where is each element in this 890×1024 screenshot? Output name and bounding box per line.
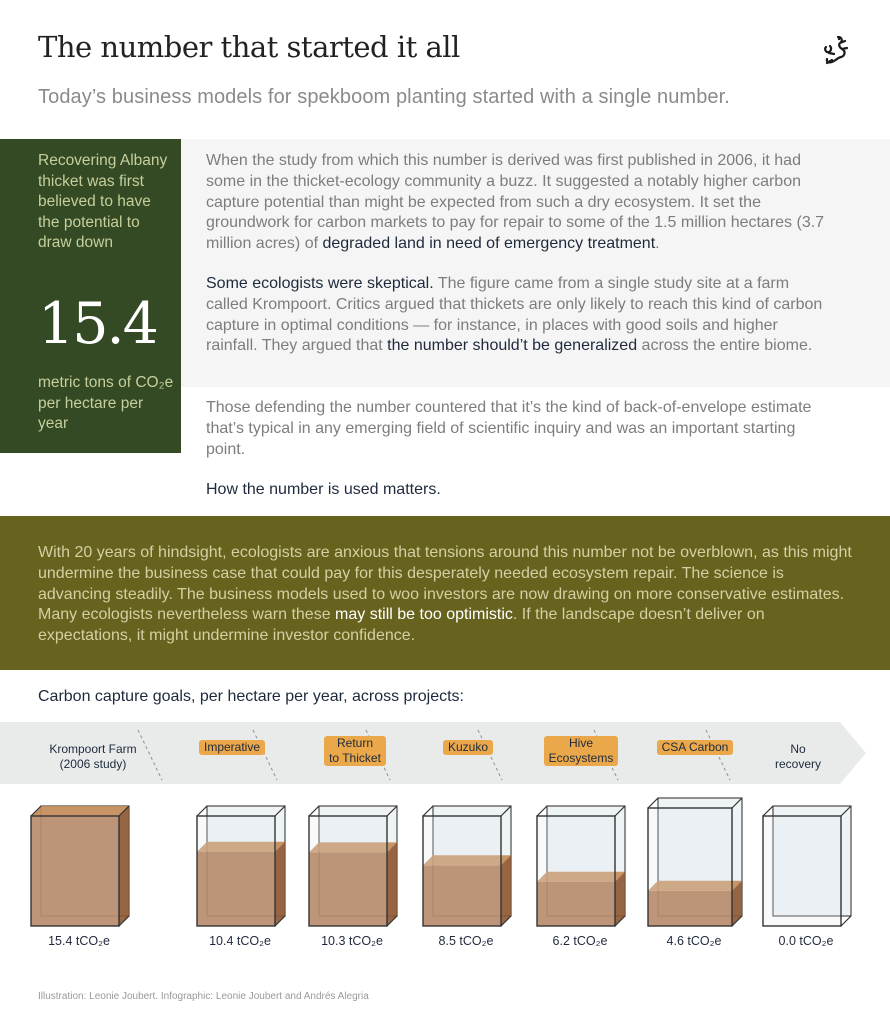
paragraph-1: When the study from which this number is derived was first published in 2006, it had some in the thicket-ecology community a buzz. It suggested a notably higher carbon capture potential than might be expected from such a dry ecosystem. It set the groundwork for carbon markets to pay for repair to some of the 1.5 million hectares (3.7 million acres) of degraded land in need of emergency treatment. xyxy=(206,152,825,253)
highlight-optimistic: may still be too optimistic xyxy=(335,606,513,624)
chart-title: Carbon capture goals, per hectare per year, across projects: xyxy=(38,688,464,705)
value-label: 10.4 tCO₂e xyxy=(209,934,271,948)
paragraph-3: Those defending the number countered that it’s the kind of back-of-envelope estimate that’s typical in any emerging field of scientific inquiry and was an important starting point. xyxy=(206,399,812,458)
cube-1 xyxy=(197,806,285,926)
highlight-generalized: the number should’t be generalized xyxy=(387,337,638,355)
carbon-cubes xyxy=(0,784,890,934)
cube-3 xyxy=(423,806,511,926)
project-label: Return to Thicket xyxy=(324,736,386,766)
value-label: 10.3 tCO₂e xyxy=(321,934,383,948)
project-label: Kuzuko xyxy=(443,740,493,755)
hindsight-band xyxy=(0,516,890,670)
cube-4 xyxy=(537,806,625,926)
credit-line: Illustration: Leonie Joubert. Infographic: Leonie Joubert and Andrés Alegria xyxy=(38,991,369,1002)
paragraph-2: Some ecologists were skeptical. The figure came from a single study site at a farm called Krompoort. Critics argued that thickets are only likely to reach this kind of carbon capture in optimal conditions — for instance, in places with good soils and higher rainfall. They argued that the number should’t be generalized across the entire biome. xyxy=(206,275,823,355)
key-number-unit: metric tons of CO₂e per hectare per year xyxy=(38,374,174,432)
page-title: The number that started it all xyxy=(38,30,460,64)
hindsight-text: With 20 years of hindsight, ecologists are anxious that tensions around this number not be overblown, as this might undermine the business case that could pay for this desperately needed ecosystem repair. The science is advancing steadily. The business models used to woo investors are now drawing on more conservative estimates. Many ecologists nevertheless warn these may still be too optimistic. If the landscape doesn’t deliver on expectations, it might undermine investor confidence. xyxy=(38,544,852,645)
paragraph-4: How the number is used matters. xyxy=(206,481,441,498)
highlight-skeptical: Some ecologists were skeptical. xyxy=(206,275,434,292)
project-label: Hive Ecosystems xyxy=(544,736,619,766)
gecko-logo-icon xyxy=(818,34,852,66)
sidebar-lead: Recovering Albany thicket was first believed to have the potential to draw down xyxy=(38,152,168,251)
cube-illustrations xyxy=(0,784,890,934)
value-label: 4.6 tCO₂e xyxy=(666,934,722,948)
key-number: 15.4 xyxy=(38,291,157,357)
project-label: Imperative xyxy=(199,740,265,755)
highlight-sidebar xyxy=(0,139,181,453)
cube-0 xyxy=(31,806,129,926)
cube-6 xyxy=(763,806,851,926)
value-label: 8.5 tCO₂e xyxy=(438,934,494,948)
project-label: CSA Carbon xyxy=(657,740,734,755)
cube-5 xyxy=(648,798,742,926)
project-label: Krompoort Farm (2006 study) xyxy=(49,742,137,771)
cube-2 xyxy=(309,806,397,926)
value-label: 0.0 tCO₂e xyxy=(778,934,834,948)
value-label: 6.2 tCO₂e xyxy=(552,934,608,948)
project-label: No recovery xyxy=(774,742,821,771)
page-subtitle: Today’s business models for spekboom planting started with a single number. xyxy=(38,86,730,108)
project-label-band xyxy=(0,722,890,784)
value-label: 15.4 tCO₂e xyxy=(48,934,110,948)
highlight-degraded-land: degraded land in need of emergency treatment xyxy=(322,235,656,253)
